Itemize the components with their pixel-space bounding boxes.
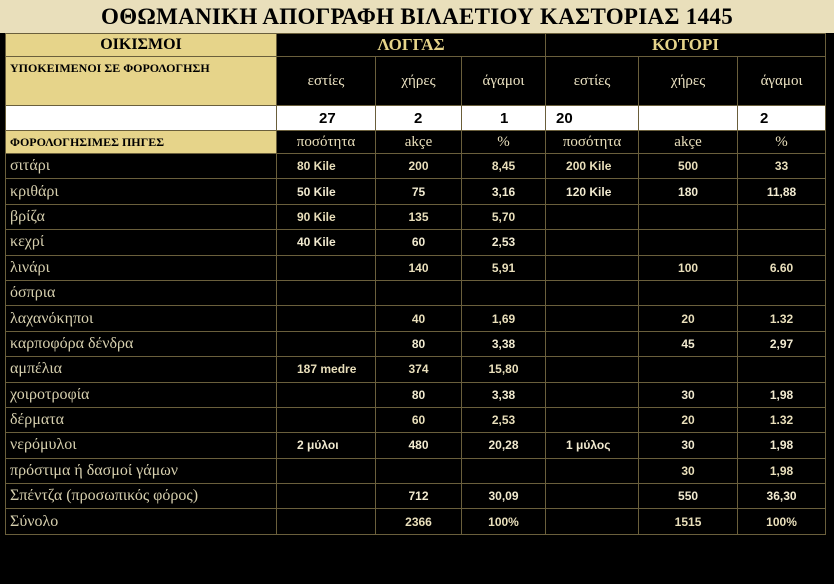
value-cell: 1.32 — [738, 306, 826, 331]
col-header: akçe — [376, 131, 462, 154]
value-cell: 20 — [639, 306, 738, 331]
row-label: αμπέλια — [6, 357, 277, 382]
row-label: σιτάρι — [6, 154, 277, 179]
value-cell — [738, 280, 826, 305]
value-cell: 100% — [462, 509, 546, 534]
count-cell — [639, 106, 738, 131]
row-label: δέρματα — [6, 407, 277, 432]
row-label: Σύνολο — [6, 509, 277, 534]
col-header: άγαμοι — [738, 57, 826, 106]
value-cell: 90 Kile — [277, 204, 376, 229]
value-cell: 33 — [738, 154, 826, 179]
value-cell: 100% — [738, 509, 826, 534]
value-cell — [738, 357, 826, 382]
value-cell: 1515 — [639, 509, 738, 534]
value-cell — [546, 255, 639, 280]
col-header: ποσότητα — [546, 131, 639, 154]
value-cell — [546, 458, 639, 483]
table-row — [6, 331, 826, 356]
value-cell: 374 — [376, 357, 462, 382]
table-row — [6, 179, 826, 204]
count-cell: 2 — [376, 106, 462, 131]
value-cell: 5,91 — [462, 255, 546, 280]
count-cell: 20 — [546, 106, 639, 131]
col-header: άγαμοι — [462, 57, 546, 106]
counts-row — [6, 106, 826, 131]
value-cell: 30 — [639, 458, 738, 483]
value-cell — [277, 255, 376, 280]
value-cell — [738, 230, 826, 255]
value-cell: 2,53 — [462, 407, 546, 432]
value-cell: 20 — [639, 407, 738, 432]
col-header: χήρες — [639, 57, 738, 106]
value-cell — [639, 357, 738, 382]
value-cell: 60 — [376, 230, 462, 255]
census-table — [5, 33, 826, 535]
value-cell: 187 medre — [277, 357, 376, 382]
value-cell: 30 — [639, 433, 738, 458]
table-row — [6, 458, 826, 483]
value-cell: 8,45 — [462, 154, 546, 179]
row-label: νερόμυλοι — [6, 433, 277, 458]
value-cell — [639, 230, 738, 255]
row-label: λαχανόκηποι — [6, 306, 277, 331]
value-cell: 1,98 — [738, 433, 826, 458]
value-cell: 1,98 — [738, 382, 826, 407]
row-label: βρίζα — [6, 204, 277, 229]
value-cell — [277, 331, 376, 356]
table-row — [6, 433, 826, 458]
value-cell — [639, 204, 738, 229]
value-cell — [376, 280, 462, 305]
table-row — [6, 230, 826, 255]
count-cell: 27 — [277, 106, 376, 131]
value-cell — [546, 484, 639, 509]
value-cell: 200 — [376, 154, 462, 179]
value-cell: 40 Kile — [277, 230, 376, 255]
value-cell — [277, 458, 376, 483]
value-cell: 1,98 — [738, 458, 826, 483]
col-header: akçe — [639, 131, 738, 154]
value-cell — [546, 382, 639, 407]
value-cell: 80 — [376, 331, 462, 356]
value-cell: 100 — [639, 255, 738, 280]
settlements-header: ΟΙΚΙΣΜΟΙ — [6, 34, 277, 57]
value-cell: 30,09 — [462, 484, 546, 509]
value-cell: 15,80 — [462, 357, 546, 382]
row-label: Σπέντζα (προσωπικός φόρος) — [6, 484, 277, 509]
value-cell: 60 — [376, 407, 462, 432]
value-cell: 500 — [639, 154, 738, 179]
value-cell: 30 — [639, 382, 738, 407]
value-cell: 80 Kile — [277, 154, 376, 179]
value-cell: 3,38 — [462, 382, 546, 407]
value-cell: 40 — [376, 306, 462, 331]
table-row — [6, 357, 826, 382]
value-cell — [639, 280, 738, 305]
value-cell: 11,88 — [738, 179, 826, 204]
row-label: χοιροτροφία — [6, 382, 277, 407]
value-cell: 120 Kile — [546, 179, 639, 204]
col-header: ποσότητα — [277, 131, 376, 154]
count-cell: 1 — [462, 106, 546, 131]
value-cell — [546, 280, 639, 305]
value-cell: 140 — [376, 255, 462, 280]
taxpayers-row — [6, 57, 826, 106]
table-row — [6, 154, 826, 179]
value-cell: 712 — [376, 484, 462, 509]
value-cell — [738, 204, 826, 229]
header-row — [6, 34, 826, 57]
row-label: λινάρι — [6, 255, 277, 280]
value-cell — [546, 204, 639, 229]
table-row — [6, 484, 826, 509]
value-cell: 1.32 — [738, 407, 826, 432]
value-cell: 20,28 — [462, 433, 546, 458]
row-label: πρόστιμα ή δασμοί γάμων — [6, 458, 277, 483]
value-cell — [546, 509, 639, 534]
value-cell — [277, 484, 376, 509]
col-header: χήρες — [376, 57, 462, 106]
value-cell: 550 — [639, 484, 738, 509]
value-cell: 2,97 — [738, 331, 826, 356]
table-row — [6, 255, 826, 280]
value-cell — [546, 230, 639, 255]
col-header: εστίες — [546, 57, 639, 106]
value-cell: 2,53 — [462, 230, 546, 255]
value-cell: 135 — [376, 204, 462, 229]
page-title: ΟΘΩΜΑΝΙΚΗ ΑΠΟΓΡΑΦΗ ΒΙΛΑΕΤΙΟΥ ΚΑΣΤΟΡΙΑΣ 1445 — [0, 0, 834, 33]
value-cell — [277, 306, 376, 331]
value-cell: 2 μύλοι — [277, 433, 376, 458]
value-cell: 80 — [376, 382, 462, 407]
counts-label-cell — [6, 106, 277, 131]
table-row — [6, 382, 826, 407]
value-cell: 3,16 — [462, 179, 546, 204]
value-cell — [546, 407, 639, 432]
value-cell: 36,30 — [738, 484, 826, 509]
table-row — [6, 204, 826, 229]
sources-label: ΦΟΡΟΛΟΓΗΣΙΜΕΣ ΠΗΓΕΣ — [6, 131, 277, 154]
value-cell — [277, 280, 376, 305]
value-cell — [277, 382, 376, 407]
sources-header-row — [6, 131, 826, 154]
row-label: κριθάρι — [6, 179, 277, 204]
col-header: % — [462, 131, 546, 154]
value-cell: 6.60 — [738, 255, 826, 280]
value-cell: 1 μύλος — [546, 433, 639, 458]
table-row — [6, 306, 826, 331]
value-cell: 3,38 — [462, 331, 546, 356]
value-cell — [546, 306, 639, 331]
value-cell: 45 — [639, 331, 738, 356]
row-label: κεχρί — [6, 230, 277, 255]
value-cell: 2366 — [376, 509, 462, 534]
village-header-loggas: ΛΟΓΓΑΣ — [277, 34, 546, 57]
table-row — [6, 509, 826, 534]
value-cell: 1,69 — [462, 306, 546, 331]
table-row — [6, 280, 826, 305]
col-header: εστίες — [277, 57, 376, 106]
value-cell — [376, 458, 462, 483]
value-cell — [277, 509, 376, 534]
village-header-kotori: ΚΟΤΟΡΙ — [546, 34, 826, 57]
row-label: όσπρια — [6, 280, 277, 305]
value-cell — [546, 357, 639, 382]
value-cell — [462, 280, 546, 305]
value-cell: 75 — [376, 179, 462, 204]
taxpayers-label: ΥΠΟΚΕΙΜΕΝΟΙ ΣΕ ΦΟΡΟΛΟΓΗΣΗ — [6, 57, 277, 106]
value-cell: 180 — [639, 179, 738, 204]
value-cell: 480 — [376, 433, 462, 458]
row-label: καρποφόρα δένδρα — [6, 331, 277, 356]
col-header: % — [738, 131, 826, 154]
value-cell — [462, 458, 546, 483]
value-cell: 50 Kile — [277, 179, 376, 204]
value-cell — [546, 331, 639, 356]
count-cell: 2 — [738, 106, 826, 131]
value-cell: 5,70 — [462, 204, 546, 229]
table-row — [6, 407, 826, 432]
value-cell: 200 Kile — [546, 154, 639, 179]
value-cell — [277, 407, 376, 432]
